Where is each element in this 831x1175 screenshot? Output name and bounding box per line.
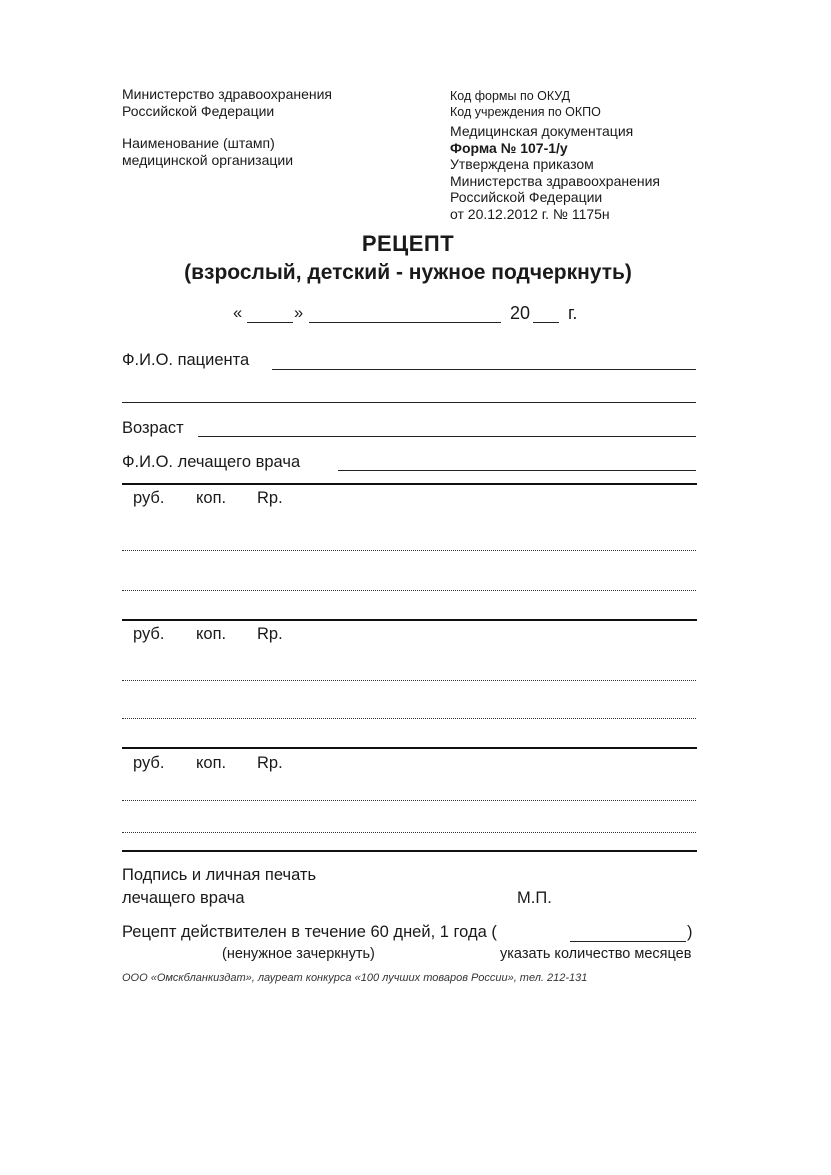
validity-close-paren: )	[687, 923, 693, 941]
stamp-label	[122, 135, 293, 168]
date-month-field[interactable]	[309, 322, 501, 323]
date-year-field[interactable]	[533, 322, 559, 323]
patient-name-field[interactable]	[272, 369, 696, 370]
strike-unneeded-note: (ненужное зачеркнуть)	[222, 946, 375, 962]
rx-kop-label: коп.	[196, 625, 227, 643]
ministry-header	[122, 86, 332, 119]
ministry-order-line-2: Российской Федерации	[450, 189, 603, 205]
rx-rub-label: руб.	[133, 489, 165, 507]
rx-rp-label: Rp.	[257, 625, 283, 643]
date-year-prefix: 20	[510, 303, 531, 323]
months-note: указать количество месяцев	[500, 946, 692, 962]
doctor-name-label: Ф.И.О. лечащего врача	[122, 453, 301, 471]
stamp-line-1: Наименование (штамп)	[122, 135, 275, 151]
rx-block-divider	[122, 747, 697, 749]
form-number: Форма № 107-1/у	[450, 139, 568, 156]
rx-kop-label: коп.	[196, 489, 227, 507]
rx-line[interactable]	[122, 832, 696, 833]
printer-footer: ООО «Омскбланкиздат», лауреат конкурса «100 лучших товаров России», тел. 212-131	[122, 972, 588, 984]
rx-line[interactable]	[122, 718, 696, 719]
patient-name-label: Ф.И.О. пациента	[122, 351, 250, 369]
med-doc-label: Медицинская документация	[450, 123, 634, 139]
rx-block-divider	[122, 619, 697, 621]
age-label: Возраст	[122, 419, 184, 437]
order-date: от 20.12.2012 г. № 1175н	[450, 205, 610, 222]
validity-text: Рецепт действителен в течение 60 дней, 1 года (	[122, 923, 497, 941]
page-title: РЕЦЕПТ	[361, 231, 455, 256]
form-codes	[450, 88, 660, 222]
rx-rp-label: Rp.	[257, 754, 283, 772]
rx-line[interactable]	[122, 550, 696, 551]
rx-line[interactable]	[122, 800, 696, 801]
rx-rub-label: руб.	[133, 754, 165, 772]
signature-label-2: лечащего врача	[122, 889, 245, 907]
rx-line[interactable]	[122, 590, 696, 591]
months-field[interactable]	[570, 941, 686, 942]
page-subtitle: (взрослый, детский - нужное подчеркнуть)	[184, 261, 632, 284]
date-day-field[interactable]	[247, 322, 293, 323]
okpo-code-label: Код учреждения по ОКПО	[450, 105, 601, 119]
date-quote-close: »	[294, 304, 304, 322]
doctor-name-field[interactable]	[338, 470, 696, 471]
ministry-order-line-1: Министерства здравоохранения	[450, 172, 660, 189]
okud-code-label: Код формы по ОКУД	[450, 89, 571, 103]
rx-block-divider	[122, 483, 697, 485]
rx-line[interactable]	[122, 680, 696, 681]
signature-label-1: Подпись и личная печать	[122, 866, 317, 884]
ministry-line-1: Министерство здравоохранения	[122, 86, 332, 102]
date-quote-open: «	[233, 304, 243, 322]
rx-kop-label: коп.	[196, 754, 227, 772]
seal-place-label: М.П.	[517, 889, 552, 907]
date-year-suffix: г.	[568, 303, 578, 323]
ministry-line-2: Российской Федерации	[122, 102, 275, 119]
approved-label: Утверждена приказом	[450, 156, 594, 172]
stamp-line-2: медицинской организации	[122, 151, 294, 168]
rx-rp-label: Rp.	[257, 489, 283, 507]
age-field[interactable]	[198, 436, 696, 437]
patient-name-field-2[interactable]	[122, 402, 696, 403]
rx-rub-label: руб.	[133, 625, 165, 643]
rx-block-divider	[122, 850, 697, 852]
